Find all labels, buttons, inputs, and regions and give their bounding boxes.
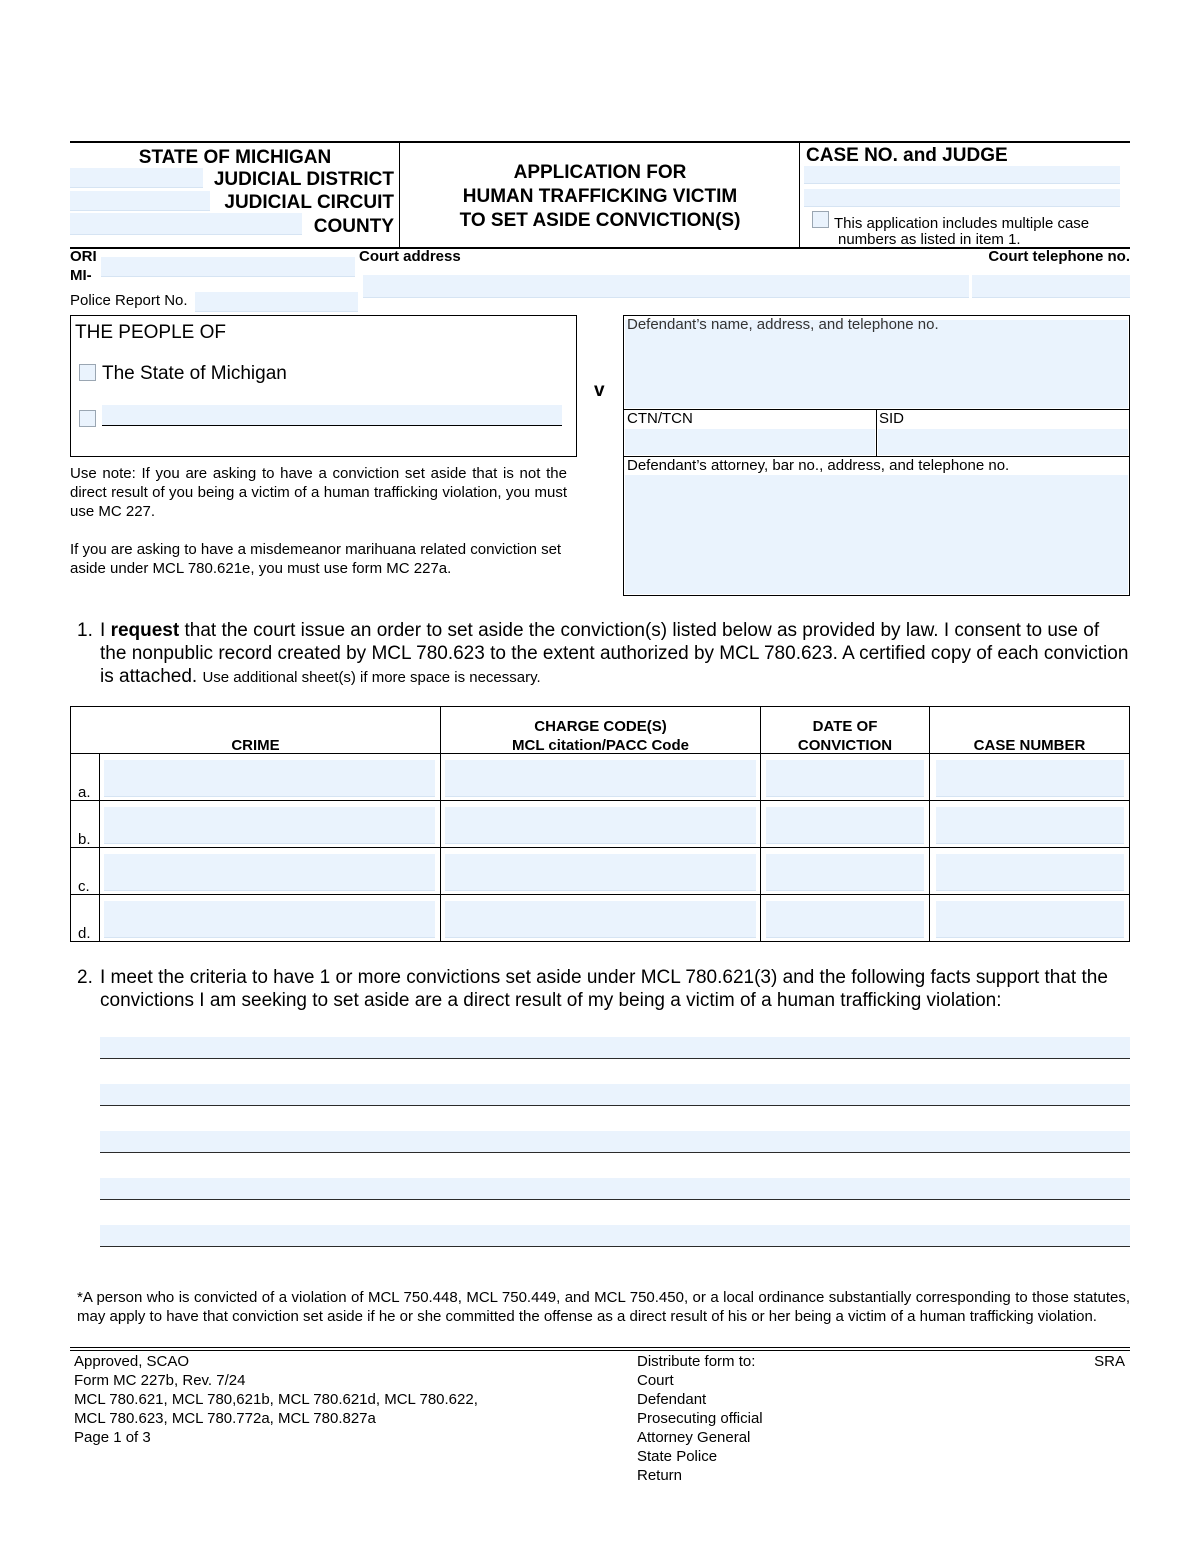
- use-note-paragraph: Use note: If you are asking to have a conviction set aside that is not the direct result of you being a victim of a human trafficking violation, you must use MC 227.: [70, 465, 567, 520]
- facts-line-2[interactable]: [100, 1084, 1130, 1106]
- item1-request-word: request: [110, 620, 180, 641]
- facts-line-1[interactable]: [100, 1037, 1130, 1059]
- sid-field[interactable]: [878, 429, 1128, 455]
- court-address-label: Court address: [359, 248, 461, 265]
- people-title: THE PEOPLE OF: [75, 322, 226, 343]
- item2-number: 2.: [77, 967, 93, 988]
- distribute-return: Return: [637, 1467, 683, 1484]
- court-telephone-label: Court telephone no.: [988, 248, 1130, 265]
- distribute-attorney-general: Attorney General: [637, 1429, 751, 1446]
- ctn-sid-divider: [876, 409, 877, 456]
- defendant-name-field[interactable]: [625, 320, 1128, 408]
- case-number-field-b[interactable]: [936, 807, 1124, 844]
- item1-text: [100, 619, 1130, 689]
- judicial-circuit-label: JUDICIAL CIRCUIT: [224, 192, 394, 213]
- form-title-line1: APPLICATION FOR: [513, 162, 687, 183]
- date-conviction-field-c[interactable]: [766, 854, 924, 891]
- table-row-rule-3: [71, 894, 1129, 895]
- crime-field-d[interactable]: [104, 901, 435, 938]
- ctn-tcn-label: CTN/TCN: [627, 410, 693, 427]
- facts-line-5[interactable]: [100, 1225, 1130, 1247]
- case-number-column-header: CASE NUMBER: [973, 737, 1086, 754]
- police-report-label: Police Report No.: [70, 292, 188, 309]
- district-number-field[interactable]: [70, 168, 203, 188]
- row-label-c: c.: [78, 878, 90, 895]
- circuit-number-field[interactable]: [70, 191, 210, 211]
- multiple-case-text-line1: This application includes multiple case: [834, 215, 1090, 232]
- footer-form-number: Form MC 227b, Rev. 7/24: [74, 1372, 246, 1389]
- multiple-case-checkbox[interactable]: [812, 211, 829, 228]
- footer-approved: Approved, SCAO: [74, 1353, 190, 1370]
- footer-mcl-line2: MCL 780.623, MCL 780.772a, MCL 780.827a: [74, 1410, 376, 1427]
- date-conviction-field-b[interactable]: [766, 807, 924, 844]
- item2-text: I meet the criteria to have 1 or more convictions set aside under MCL 780.621(3) and the following facts support that the convictions I am seeking to set aside are a direct result of my being a victim of a human trafficking violation:: [100, 967, 1108, 1011]
- case-number-field-d[interactable]: [936, 901, 1124, 938]
- footer-distribution-block: [637, 1352, 763, 1485]
- county-name-field[interactable]: [70, 213, 302, 235]
- footer-mcl-line1: MCL 780.621, MCL 780,621b, MCL 780.621d, MCL 780.622,: [74, 1391, 478, 1408]
- defendant-attorney-field[interactable]: [625, 475, 1128, 594]
- state-of-michigan: STATE OF MICHIGAN: [138, 147, 332, 168]
- case-number-field-c[interactable]: [936, 854, 1124, 891]
- date-conviction-field-d[interactable]: [766, 901, 924, 938]
- date-conviction-field-a[interactable]: [766, 760, 924, 797]
- multiple-case-text-line2: numbers as listed in item 1.: [838, 231, 1021, 248]
- crime-column-header: CRIME: [231, 737, 280, 754]
- table-row-rule-1: [71, 800, 1129, 801]
- charge-code-field-d[interactable]: [445, 901, 756, 938]
- police-report-field[interactable]: [195, 292, 358, 312]
- ori-field[interactable]: [101, 257, 355, 277]
- court-telephone-field[interactable]: [972, 275, 1130, 298]
- distribute-court: Court: [637, 1372, 674, 1389]
- item1-number: 1.: [77, 620, 93, 641]
- header-top-rule: [70, 141, 1130, 143]
- other-people-checkbox[interactable]: [79, 410, 96, 427]
- state-of-michigan-option: The State of Michigan: [102, 363, 287, 384]
- judicial-district-label: JUDICIAL DISTRICT: [213, 169, 394, 190]
- county-label: COUNTY: [313, 216, 394, 237]
- item1-text-before: I: [100, 620, 111, 641]
- form-title-line2: HUMAN TRAFFICKING VICTIM: [462, 186, 738, 207]
- item1-small-note: Use additional sheet(s) if more space is necessary.: [202, 669, 541, 686]
- crime-field-b[interactable]: [104, 807, 435, 844]
- versus-label: v: [594, 380, 605, 401]
- crime-field-a[interactable]: [104, 760, 435, 797]
- defendant-name-bottom-rule: [624, 409, 1130, 410]
- court-address-field[interactable]: [363, 275, 969, 298]
- footer-code: SRA: [1094, 1353, 1125, 1370]
- case-no-judge-label: CASE NO. and JUDGE: [806, 145, 1008, 166]
- charge-code-header-line1: CHARGE CODE(S): [534, 718, 667, 735]
- distribute-heading: Distribute form to:: [637, 1353, 756, 1370]
- footer-rule-1: [70, 1347, 1130, 1348]
- case-number-field-a[interactable]: [936, 760, 1124, 797]
- footer-approval-block: [74, 1352, 478, 1447]
- table-row-rule-2: [71, 847, 1129, 848]
- footnote: *A person who is convicted of a violation of MCL 750.448, MCL 750.449, and MCL 750.450, or a local ordinance substantially corresponding to those statutes, may apply to have that conviction set aside if he or she committed the offense as a direct result of his or her being a victim of a human trafficking violation.: [77, 1289, 1130, 1325]
- charge-code-header-line2: MCL citation/PACC Code: [512, 737, 689, 754]
- row-label-a: a.: [78, 784, 91, 801]
- sid-label: SID: [879, 410, 905, 427]
- case-number-field[interactable]: [804, 166, 1120, 184]
- row-label-d: d.: [78, 925, 91, 942]
- other-people-field[interactable]: [102, 405, 562, 426]
- distribute-state-police: State Police: [637, 1448, 718, 1465]
- footer-page-number: Page 1 of 3: [74, 1429, 151, 1446]
- ctn-tcn-field[interactable]: [625, 429, 875, 455]
- distribute-prosecuting-official: Prosecuting official: [637, 1410, 763, 1427]
- date-conviction-header-line1: DATE OF: [812, 718, 878, 735]
- charge-code-field-a[interactable]: [445, 760, 756, 797]
- footer-rule-2: [70, 1350, 1130, 1351]
- charge-code-field-c[interactable]: [445, 854, 756, 891]
- defendant-attorney-label: Defendant’s attorney, bar no., address, and telephone no.: [627, 457, 1010, 474]
- mi-label: MI-: [70, 267, 92, 284]
- facts-line-4[interactable]: [100, 1178, 1130, 1200]
- charge-code-field-b[interactable]: [445, 807, 756, 844]
- date-conviction-header-line2: CONVICTION: [797, 737, 893, 754]
- form-title-line3: TO SET ASIDE CONVICTION(S): [459, 210, 741, 231]
- ori-label: ORI: [70, 248, 97, 265]
- row-label-b: b.: [78, 831, 91, 848]
- item1-text-after: that the court issue an order to set aside the conviction(s) listed below as provided by law. I consent to use of the nonpublic record created by MCL 780.623 to the extent authorized by MCL 780.623. A certified copy of each conviction is attached.: [100, 620, 1129, 687]
- distribute-defendant: Defendant: [637, 1391, 707, 1408]
- crime-field-c[interactable]: [104, 854, 435, 891]
- defendant-name-label: Defendant’s name, address, and telephone no.: [627, 316, 939, 333]
- state-of-michigan-checkbox[interactable]: [79, 364, 96, 381]
- marihuana-note-paragraph: If you are asking to have a misdemeanor marihuana related conviction set aside under MCL 780.621e, you must use form MC 227a.: [70, 541, 562, 577]
- judge-field[interactable]: [804, 189, 1120, 207]
- facts-line-3[interactable]: [100, 1131, 1130, 1153]
